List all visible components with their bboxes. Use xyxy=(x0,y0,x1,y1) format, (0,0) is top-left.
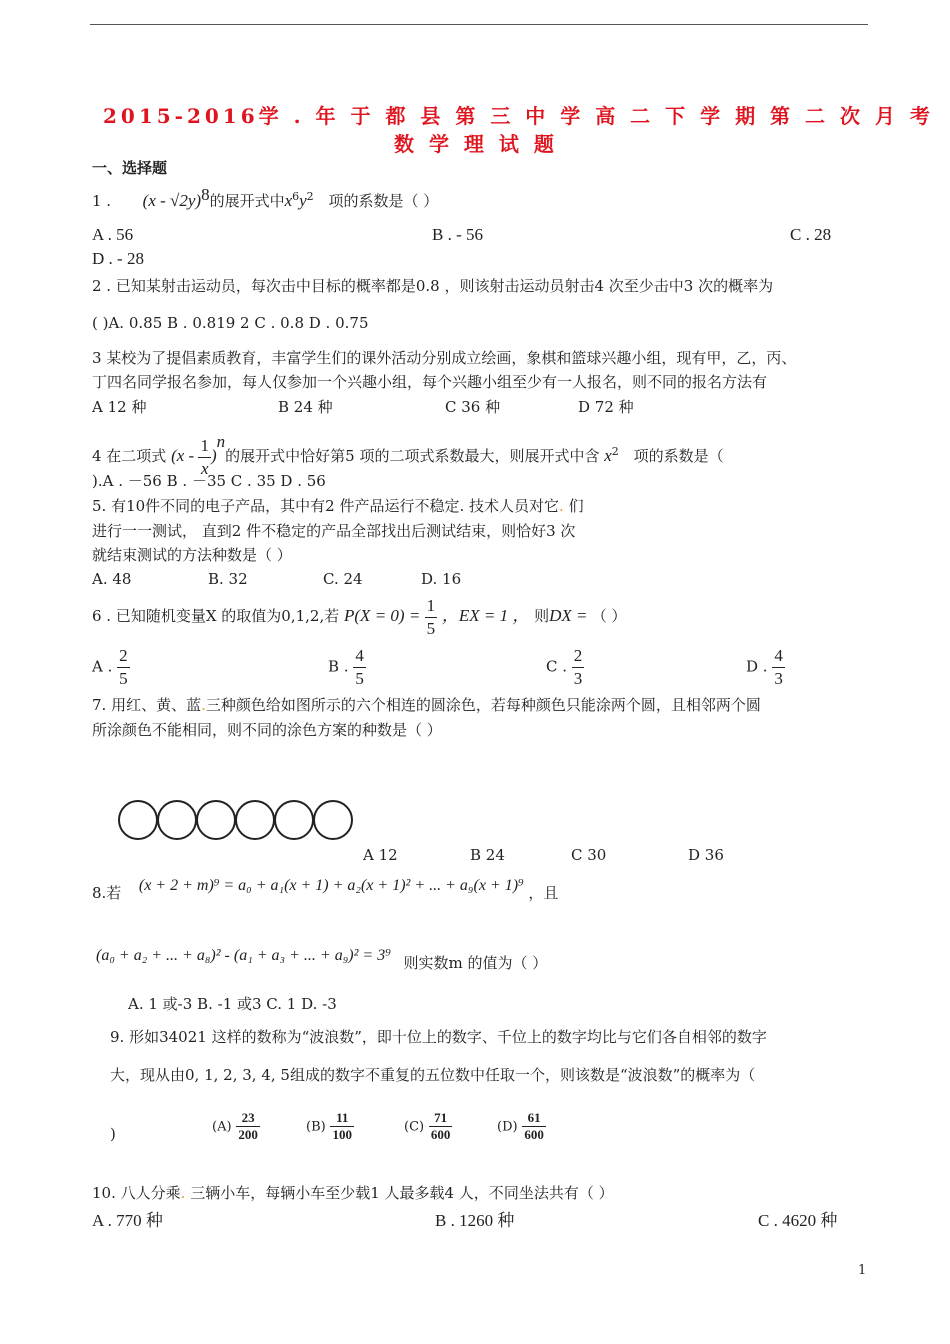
q6-frac-den: 5 xyxy=(426,618,436,638)
q4-term: x xyxy=(604,446,612,465)
question-5-line1 xyxy=(92,495,584,516)
q1-expression: (x - √2y) xyxy=(142,191,202,210)
q6-c-den: 3 xyxy=(573,669,583,688)
question-9-line2: 大，现从由0, 1, 2, 3, 4, 5组成的数字不重复的五位数中任取一个，则该数是“波浪数”的概率为（ xyxy=(110,1066,756,1084)
q6-option-a xyxy=(92,645,130,690)
q7-line1-a: 7. 用红、黄、蓝 xyxy=(92,696,202,714)
q9-b-num: 11 xyxy=(330,1110,354,1127)
q1-option-c: C . 28 xyxy=(790,225,832,244)
q4-frac-den: x xyxy=(200,458,209,478)
q9-b-label: (B) xyxy=(306,1119,326,1135)
q6-option-c xyxy=(546,645,584,690)
q9-option-c xyxy=(404,1110,452,1143)
q8-prefix: 8.若 xyxy=(92,884,122,902)
q6-option-c-label: C . xyxy=(546,657,568,676)
q5-option-d: D. 16 xyxy=(421,570,462,588)
q6-b-den: 5 xyxy=(355,669,364,688)
q8-tail: ，且 xyxy=(528,884,559,902)
q6-prefix: 6 . 已知随机变量X 的取值为0,1,2,若 xyxy=(92,607,340,625)
q9-a-frac xyxy=(236,1110,260,1143)
q1-text: 的展开式中 xyxy=(209,192,285,210)
question-3-line1: 3 某校为了提倡素质教育，丰富学生们的课外活动分别成立绘画，象棋和篮球兴趣小组，现有甲，乙，丙、 xyxy=(92,349,797,367)
q8-condition-expr: (a₀ + a₂ + ... + a₈)² - (a₁ + a₃ + ... + a₉)² = 3⁹ xyxy=(96,947,391,964)
q6-option-d-frac xyxy=(772,645,785,690)
q9-d-num: 61 xyxy=(522,1110,546,1127)
question-2: 2 . 已知某射击运动员，每次击中目标的概率都是0.8 ，则该射击运动员射击4 次至少击中3 次的概率为 xyxy=(92,277,774,295)
q9-a-num: 23 xyxy=(236,1110,260,1127)
q4-options: ).A . －56 B . －35 C . 35 D . 56 xyxy=(92,472,326,490)
q9-d-frac xyxy=(522,1110,546,1143)
q7-option-a: A 12 xyxy=(363,846,398,864)
q6-a-num: 2 xyxy=(117,645,130,668)
q1-option-d: D . - 28 xyxy=(92,249,144,268)
q3-option-b: B 24 种 xyxy=(278,398,333,416)
q9-c-label: (C) xyxy=(404,1119,425,1135)
q1-term-x-exp: 6 xyxy=(292,190,300,203)
q9-option-d xyxy=(497,1110,546,1143)
question-9-line1: 9. 形如34021 这样的数称为“波浪数”，即十位上的数字、千位上的数字均比与它们各自相邻的数字 xyxy=(110,1028,767,1046)
q10-mark: . xyxy=(180,1184,186,1202)
q6-a-den: 5 xyxy=(119,669,128,688)
q5-option-b: B. 32 xyxy=(208,570,248,588)
q1-exponent: 8 xyxy=(201,185,210,204)
q1-option-b: B . - 56 xyxy=(432,225,483,244)
q9-c-den: 600 xyxy=(430,1127,451,1142)
question-8 xyxy=(92,870,558,908)
question-1 xyxy=(92,185,438,211)
q6-option-a-label: A . xyxy=(92,657,113,676)
circle-5 xyxy=(274,800,314,840)
section-heading: 一、选择题 xyxy=(92,159,168,177)
q10-text-b: 三辆小车，每辆小车至少载1 人最多载4 人，不同坐法共有（ ） xyxy=(190,1184,614,1202)
q5-option-c: C. 24 xyxy=(323,570,363,588)
q6-frac-num: 1 xyxy=(425,595,438,618)
q10-option-a: A . 770 种 xyxy=(92,1211,163,1230)
q6-c-num: 2 xyxy=(572,645,585,668)
q6-b-num: 4 xyxy=(353,645,366,668)
q5-line1-text: 5. 有10件不同的电子产品，其中有2 件产品运行不稳定. 技术人员对它 xyxy=(92,497,560,515)
q9-option-a xyxy=(212,1110,260,1143)
q6-fraction xyxy=(425,595,438,640)
q9-c-frac xyxy=(429,1110,453,1143)
question-8-condition xyxy=(96,944,548,972)
q8-options: A. 1 或-3 B. -1 或3 C. 1 D. -3 xyxy=(128,995,337,1013)
q1-term-y: y xyxy=(299,191,307,210)
q4-close: ) xyxy=(210,446,217,465)
q1-option-a: A . 56 xyxy=(92,225,134,244)
q6-d-num: 4 xyxy=(772,645,785,668)
q9-b-frac xyxy=(330,1110,354,1143)
q6-option-b xyxy=(328,645,366,690)
q8-expression: (x + 2 + m)⁹ = a₀ + a₁(x + 1) + a₂(x + 1)² + ... + a₉(x + 1)⁹ xyxy=(138,877,524,894)
q2-options: ( )A. 0.85 B . 0.819 2 C . 0.8 D . 0.75 xyxy=(92,314,369,332)
q4-expr: (x - xyxy=(171,446,199,465)
q1-term-y-exp: 2 xyxy=(306,190,314,203)
q9-close: ) xyxy=(110,1125,116,1143)
q3-option-c: C 36 种 xyxy=(445,398,501,416)
q9-b-den: 100 xyxy=(332,1127,352,1142)
question-5-line2: 进行一一测试， 直到2 件不稳定的产品全部找出后测试结束，则恰好3 次 xyxy=(92,522,576,540)
q1-term-x: x xyxy=(284,191,293,210)
question-7-line1 xyxy=(92,694,761,715)
q4-term-exp: 2 xyxy=(611,445,619,458)
q6-option-c-frac xyxy=(572,645,585,690)
q4-text: 的展开式中恰好第5 项的二项式系数最大，则展开式中含 xyxy=(225,447,600,465)
q6-tail-pre: 则 xyxy=(534,607,550,625)
question-6 xyxy=(92,594,627,640)
q9-a-label: (A) xyxy=(212,1119,232,1135)
q5-line1-end: 们 xyxy=(568,497,584,515)
header-rule xyxy=(90,24,868,25)
question-5-line3: 就结束测试的方法种数是（ ） xyxy=(92,546,292,564)
q4-frac-num: 1 xyxy=(198,435,211,458)
page-subtitle: 数 学 理 试 题 xyxy=(394,132,558,156)
q7-option-b: B 24 xyxy=(470,846,505,864)
q10-option-c: C . 4620 种 xyxy=(758,1211,838,1230)
question-10 xyxy=(92,1182,614,1203)
q6-option-a-frac xyxy=(117,645,130,690)
circle-4 xyxy=(235,800,275,840)
q6-d-den: 3 xyxy=(774,669,783,688)
circle-2 xyxy=(157,800,197,840)
q6-option-b-label: B . xyxy=(328,657,349,676)
q8-condition-tail: 则实数m 的值为（ ） xyxy=(403,954,548,972)
q9-d-label: (D) xyxy=(497,1119,518,1135)
q7-option-d: D 36 xyxy=(688,846,724,864)
q10-text-a: 10. 八人分乘 xyxy=(92,1184,181,1202)
q9-a-den: 200 xyxy=(238,1127,258,1142)
question-3-line2: 丁四名同学报名参加，每人仅参加一个兴趣小组，每个兴趣小组至少有一人报名，则不同的报名方法有 xyxy=(92,373,768,391)
page-title: 2015-2016学 . 年 于 都 县 第 三 中 学 高 二 下 学 期 第 二 次 月 考 xyxy=(103,104,934,128)
q9-option-b xyxy=(306,1110,354,1143)
q6-option-d xyxy=(746,645,785,690)
q4-tail: 项的系数是（ xyxy=(633,447,724,465)
q6-prob-expr: P(X = 0) = xyxy=(344,606,425,625)
q7-line1-b: 三种颜色给如图所示的六个相连的圆涂色，若每种颜色只能涂两个圆，且相邻两个圆 xyxy=(205,696,761,714)
q6-mid: ，EX = 1 ， xyxy=(441,606,530,625)
q10-option-b: B . 1260 种 xyxy=(435,1211,515,1230)
q4-prefix: 4 在二项式 xyxy=(92,447,167,465)
question-7-line2: 所涂颜色不能相同，则不同的涂色方案的种数是（ ） xyxy=(92,721,442,739)
q9-d-den: 600 xyxy=(524,1127,544,1142)
q1-tail: 项的系数是（ ） xyxy=(328,192,439,210)
q5-mark: . xyxy=(559,497,564,515)
q6-tail-expr: DX = xyxy=(549,606,592,625)
q9-c-num: 71 xyxy=(429,1110,453,1127)
q1-number: 1 . xyxy=(92,192,112,210)
q7-option-c: C 30 xyxy=(571,846,607,864)
q6-option-d-label: D . xyxy=(746,657,768,676)
q4-exponent: n xyxy=(216,432,226,451)
q3-option-d: D 72 种 xyxy=(578,398,634,416)
circle-6 xyxy=(313,800,353,840)
q7-mark: . xyxy=(201,696,206,714)
q6-tail: （ ） xyxy=(591,607,627,625)
circle-1 xyxy=(118,800,158,840)
q3-option-a: A 12 种 xyxy=(92,398,147,416)
q5-option-a: A. 48 xyxy=(92,570,132,588)
q6-option-b-frac xyxy=(353,645,366,690)
page-number: 1 xyxy=(858,1263,867,1278)
circle-3 xyxy=(196,800,236,840)
